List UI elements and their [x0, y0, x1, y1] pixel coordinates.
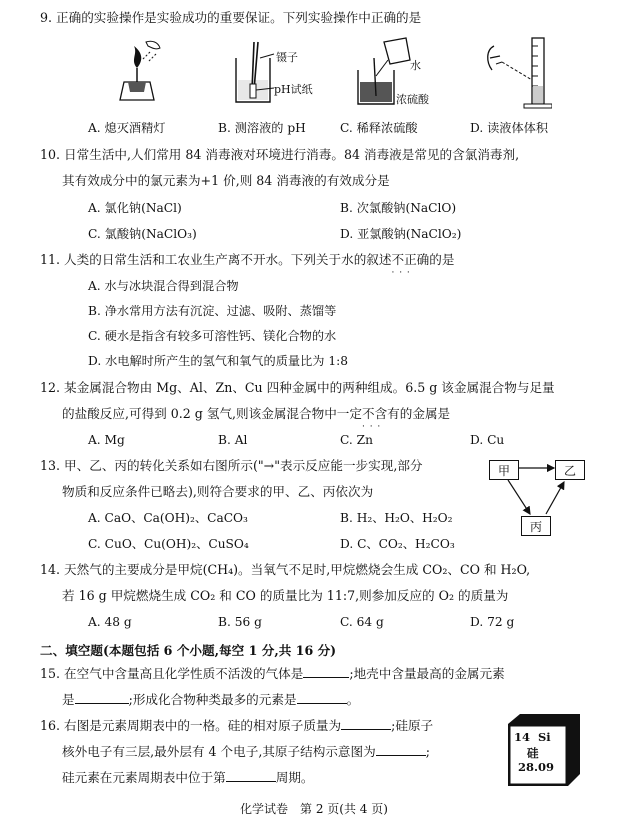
q10-option-a: A. 氯化钠(NaCl) — [88, 201, 182, 215]
q9-option-c: C. 稀释浓硫酸 — [340, 121, 418, 135]
cell-symbol: Si — [538, 730, 551, 744]
q9-option-d: D. 读液体体积 — [470, 121, 549, 135]
q10-option-b: B. 次氯酸钠(NaClO) — [340, 201, 457, 215]
q11-option-c: C. 硬水是指含有较多可溶性钙、镁化合物的水 — [88, 329, 337, 343]
q15-blank-3[interactable] — [297, 692, 347, 704]
q12-line1: 12. 某金属混合物由 Mg、Al、Zn、Cu 四种金属中的两种组成。6.5 g 该金属混合物与足量 — [40, 380, 555, 395]
q14-option-c: C. 64 g — [340, 615, 384, 629]
periodic-cell-box — [506, 712, 582, 788]
ph-paper-label: pH试纸 — [274, 83, 313, 96]
q15-blank-2[interactable] — [75, 692, 129, 704]
q15-text-2: ;地壳中含量最高的金属元素 — [349, 666, 505, 681]
cell-mass: 28.09 — [518, 760, 555, 774]
q11-option-b: B. 净水常用方法有沉淀、过滤、吸附、蒸馏等 — [88, 304, 337, 318]
node-yi: 乙 — [555, 460, 585, 480]
q11-stem-emphasis: 不正确 · · · — [391, 252, 429, 267]
water-label: 水 — [410, 59, 421, 72]
q11-option-d: D. 水电解时所产生的氢气和氧气的质量比为 1:8 — [88, 354, 348, 368]
q14-line1: 14. 天然气的主要成分是甲烷(CH₄)。当氧气不足时,甲烷燃烧会生成 CO₂、CO 和 H₂O, — [40, 562, 531, 577]
q15-text-5: 。 — [346, 692, 360, 707]
q10-line1: 10. 日常生活中,人们常用 84 消毒液对环境进行消毒。84 消毒液是常见的含氯消毒剂, — [40, 147, 520, 162]
section-heading: 二、填空题(本题包括 6 个小题,每空 1 分,共 16 分) — [40, 643, 337, 658]
q16-line2 — [62, 744, 430, 760]
q16-blank-2[interactable] — [376, 744, 426, 756]
q13-option-a: A. CaO、Ca(OH)₂、CaCO₃ — [88, 511, 248, 525]
q11-stem-post: 的是 — [429, 252, 455, 267]
q14-line2: 若 16 g 甲烷燃烧生成 CO₂ 和 CO 的质量比为 11:7,则参加反应的 O₂ 的质量为 — [62, 588, 509, 603]
q16-text-5: 硅元素在元素周期表中位于第 — [62, 770, 226, 785]
q11-stem-pre: 11. 人类的日常生活和工农业生产离不开水。下列关于水的叙述 — [40, 252, 392, 267]
q16-text-6: 周期。 — [275, 770, 314, 785]
q10-line2: 其有效成分中的氯元素为+1 价,则 84 消毒液的有效成分是 — [62, 173, 390, 188]
q9-option-a: A. 熄灭酒精灯 — [88, 121, 166, 135]
q15-line2 — [62, 692, 359, 708]
q11-option-a: A. 水与冰块混合得到混合物 — [88, 279, 239, 293]
read-volume-figure — [480, 36, 552, 110]
alcohol-lamp-figure — [108, 38, 168, 108]
tweezers-label: 镊子 — [276, 51, 298, 64]
q13-option-d: D. C、CO₂、H₂CO₃ — [340, 537, 455, 551]
q12-line2-emphasis: 不含有 · · · — [362, 406, 400, 421]
q13-option-c: C. CuO、Cu(OH)₂、CuSO₄ — [88, 537, 249, 551]
cell-atomic-number: 14 — [514, 730, 531, 744]
q11-stem — [40, 252, 454, 268]
q10-option-d: D. 亚氯酸钠(NaClO₂) — [340, 227, 462, 241]
q12-line2 — [62, 406, 450, 422]
q16-text-1: 16. 右图是元素周期表中的一格。硅的相对原子质量为 — [40, 718, 342, 733]
q16-text-2: ;硅原子 — [391, 718, 434, 733]
q13-line1: 13. 甲、乙、丙的转化关系如右图所示("→"表示反应能一步实现,部分 — [40, 458, 423, 473]
q13-option-b: B. H₂、H₂O、H₂O₂ — [340, 511, 453, 525]
q16-blank-3[interactable] — [226, 770, 276, 782]
q12-option-a: A. Mg — [88, 433, 125, 447]
q12-line2-pre: 的盐酸反应,可得到 0.2 g 氢气,则该金属混合物中一定 — [62, 406, 362, 421]
node-jia: 甲 — [489, 460, 519, 480]
q10-option-c: C. 氯酸钠(NaClO₃) — [88, 227, 197, 241]
q14-option-d: D. 72 g — [470, 615, 515, 629]
q12-option-d: D. Cu — [470, 433, 505, 447]
q12-option-b: B. Al — [218, 433, 248, 447]
q16-line1 — [40, 718, 433, 734]
ph-test-figure — [230, 40, 280, 106]
q15-blank-1[interactable] — [303, 666, 349, 678]
acid-label: 浓硫酸 — [396, 93, 429, 106]
q15-text-4: ;形成化合物种类最多的元素是 — [128, 692, 297, 707]
q14-option-a: A. 48 g — [88, 615, 132, 629]
q15-text-1: 15. 在空气中含量高且化学性质不活泼的气体是 — [40, 666, 304, 681]
node-bing: 丙 — [521, 516, 551, 536]
q9-option-b: B. 测溶液的 pH — [218, 121, 306, 135]
q15-line1 — [40, 666, 505, 682]
q9-stem: 9. 正确的实验操作是实验成功的重要保证。下列实验操作中正确的是 — [40, 10, 422, 25]
q16-line3 — [62, 770, 314, 786]
q15-text-3: 是 — [62, 692, 75, 707]
q13-line2: 物质和反应条件已略去),则符合要求的甲、乙、丙依次为 — [62, 484, 374, 499]
q12-line2-post: 的金属是 — [399, 406, 451, 421]
q16-text-3: 核外电子有三层,最外层有 4 个电子,其原子结构示意图为 — [62, 744, 376, 759]
cell-name: 硅 — [527, 746, 539, 760]
q14-option-b: B. 56 g — [218, 615, 262, 629]
page-footer: 化学试卷 第 2 页(共 4 页) — [240, 802, 388, 816]
q12-option-c: C. Zn — [340, 433, 373, 447]
q16-text-4: ; — [425, 744, 430, 759]
q16-blank-1[interactable] — [341, 718, 391, 730]
